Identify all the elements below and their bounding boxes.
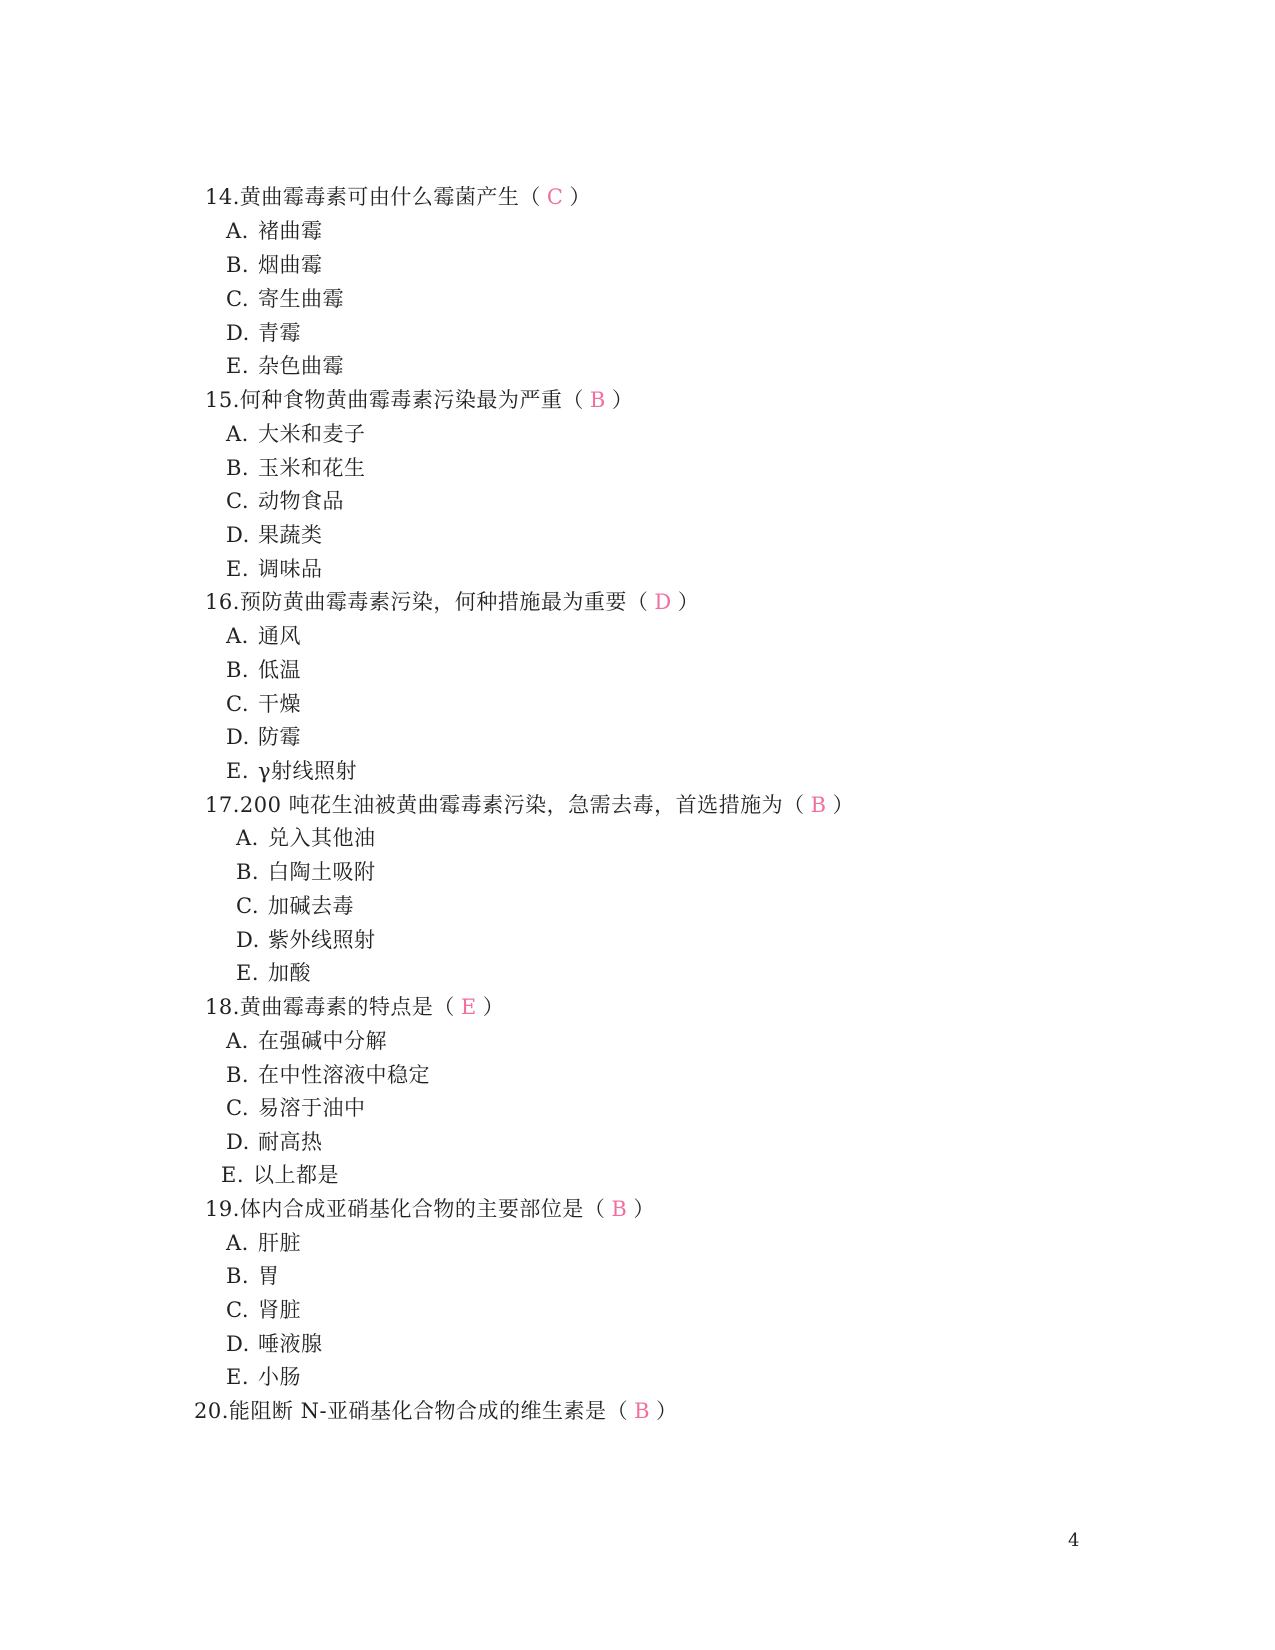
- option-text: 青霉: [258, 321, 301, 345]
- option-16-d: [226, 723, 301, 751]
- paren-open: （: [606, 1399, 629, 1423]
- option-label: D.: [226, 1332, 250, 1356]
- paren-close: ）: [677, 590, 700, 614]
- option-text: 调味品: [258, 557, 323, 581]
- option-16-b: [226, 656, 301, 684]
- paren-open: （: [583, 1197, 606, 1221]
- option-text: 在中性溶液中稳定: [258, 1063, 430, 1087]
- question-number: 19.: [205, 1197, 240, 1221]
- paren-open: （: [433, 995, 455, 1019]
- option-14-c: [226, 285, 344, 313]
- option-text: 杂色曲霉: [258, 354, 344, 378]
- option-15-e: [226, 555, 323, 583]
- paren-close: ）: [633, 1197, 655, 1221]
- option-text: 干燥: [258, 692, 301, 716]
- question-17: [205, 791, 854, 819]
- option-label: E.: [236, 961, 260, 985]
- option-label: A.: [236, 826, 259, 850]
- option-label: B.: [236, 860, 260, 884]
- option-label: B.: [226, 456, 250, 480]
- option-label: E.: [226, 354, 250, 378]
- answer-letter: E: [460, 995, 477, 1019]
- option-text: 唾液腺: [258, 1332, 323, 1356]
- option-text: 白陶土吸附: [268, 860, 376, 884]
- question-number: 18.: [205, 995, 240, 1019]
- answer-letter: B: [611, 1197, 628, 1221]
- option-text: 大米和麦子: [258, 422, 366, 446]
- option-label: C.: [236, 894, 259, 918]
- option-18-b: [226, 1061, 430, 1089]
- question-19: [205, 1195, 655, 1223]
- option-text: 肝脏: [258, 1231, 301, 1255]
- option-label: C.: [226, 1096, 249, 1120]
- option-19-a: [226, 1229, 301, 1257]
- option-17-d: [236, 926, 376, 954]
- option-15-c: [226, 487, 344, 515]
- option-label: A.: [226, 422, 249, 446]
- question-20: [194, 1397, 678, 1425]
- option-19-d: [226, 1330, 323, 1358]
- question-text: 黄曲霉毒素的特点是: [239, 995, 434, 1019]
- option-label: E.: [221, 1163, 245, 1187]
- option-label: C.: [226, 287, 249, 311]
- question-text: 何种食物黄曲霉毒素污染最为严重: [239, 388, 563, 412]
- option-text: 加碱去毒: [268, 894, 354, 918]
- option-label: A.: [226, 1231, 249, 1255]
- option-label: E.: [226, 557, 250, 581]
- option-text: 紫外线照射: [268, 928, 376, 952]
- question-text: 能阻断 N-亚硝基化合物合成的维生素是: [228, 1399, 607, 1423]
- paren-close: ）: [569, 185, 591, 209]
- question-number: 20.: [194, 1399, 229, 1423]
- option-19-c: [226, 1296, 301, 1324]
- option-label: E.: [226, 1365, 250, 1389]
- option-text: 胃: [258, 1264, 280, 1288]
- option-text: 加酸: [268, 961, 311, 985]
- question-text: 200 吨花生油被黄曲霉毒素污染，急需去毒，首选措施为: [239, 793, 784, 817]
- option-17-e: [236, 959, 311, 987]
- option-label: D.: [226, 321, 250, 345]
- option-label: C.: [226, 489, 249, 513]
- option-19-b: [226, 1262, 280, 1290]
- option-label: B.: [226, 658, 250, 682]
- option-text: 防霉: [258, 725, 301, 749]
- answer-letter: B: [589, 388, 606, 412]
- answer-letter: D: [654, 590, 672, 614]
- option-text: 肾脏: [258, 1298, 301, 1322]
- option-17-a: [236, 824, 376, 852]
- option-text: 果蔬类: [258, 523, 323, 547]
- option-text: γ射线照射: [258, 759, 358, 783]
- option-text: 小肠: [258, 1365, 301, 1389]
- question-number: 15.: [205, 388, 240, 412]
- paren-open: （: [783, 793, 805, 817]
- option-14-e: [226, 352, 344, 380]
- option-label: B.: [226, 1264, 250, 1288]
- option-label: D.: [226, 523, 250, 547]
- question-text: 黄曲霉毒素可由什么霉菌产生: [239, 185, 520, 209]
- paren-open: （: [626, 590, 649, 614]
- option-17-c: [236, 892, 354, 920]
- option-text: 寄生曲霉: [258, 287, 344, 311]
- option-18-e: [221, 1161, 339, 1189]
- question-14: [205, 183, 591, 211]
- paren-open: （: [519, 185, 541, 209]
- question-text: 体内合成亚硝基化合物的主要部位是: [239, 1197, 584, 1221]
- option-14-a: [226, 217, 323, 245]
- question-number: 17.: [205, 793, 240, 817]
- option-text: 通风: [258, 624, 301, 648]
- option-label: C.: [226, 1298, 249, 1322]
- paren-close: ）: [611, 388, 634, 412]
- answer-letter: B: [810, 793, 827, 817]
- question-16: [205, 588, 699, 616]
- question-18: [205, 993, 504, 1021]
- option-text: 兑入其他油: [268, 826, 376, 850]
- option-label: C.: [226, 692, 249, 716]
- option-16-c: [226, 690, 301, 718]
- option-label: D.: [226, 1130, 250, 1154]
- answer-letter: C: [546, 185, 564, 209]
- page-number: 4: [1068, 1530, 1080, 1551]
- option-text: 玉米和花生: [258, 456, 366, 480]
- option-17-b: [236, 858, 376, 886]
- option-text: 动物食品: [258, 489, 344, 513]
- option-label: D.: [236, 928, 260, 952]
- option-18-a: [226, 1027, 387, 1055]
- paren-close: ）: [482, 995, 505, 1019]
- paren-open: （: [562, 388, 584, 412]
- option-text: 褚曲霉: [258, 219, 323, 243]
- option-16-a: [226, 622, 301, 650]
- option-15-b: [226, 454, 366, 482]
- option-label: A.: [226, 1029, 249, 1053]
- question-text: 预防黄曲霉毒素污染，何种措施最为重要: [239, 590, 627, 614]
- option-18-c: [226, 1094, 366, 1122]
- question-number: 14.: [205, 185, 240, 209]
- option-14-b: [226, 251, 323, 279]
- question-number: 16.: [205, 590, 240, 614]
- option-16-e: [226, 757, 357, 785]
- option-19-e: [226, 1363, 301, 1391]
- answer-letter: B: [634, 1399, 650, 1423]
- option-text: 在强碱中分解: [258, 1029, 387, 1053]
- option-label: E.: [226, 759, 250, 783]
- question-15: [205, 386, 633, 414]
- option-text: 烟曲霉: [258, 253, 323, 277]
- option-label: D.: [226, 725, 250, 749]
- option-text: 易溶于油中: [258, 1096, 366, 1120]
- option-15-d: [226, 521, 323, 549]
- paren-close: ）: [832, 793, 855, 817]
- option-18-d: [226, 1128, 323, 1156]
- option-label: B.: [226, 253, 250, 277]
- option-label: B.: [226, 1063, 250, 1087]
- option-15-a: [226, 420, 366, 448]
- paren-close: ）: [656, 1399, 678, 1423]
- option-text: 以上都是: [253, 1163, 339, 1187]
- option-text: 低温: [258, 658, 301, 682]
- option-label: A.: [226, 219, 249, 243]
- option-text: 耐高热: [258, 1130, 323, 1154]
- option-14-d: [226, 319, 301, 347]
- option-label: A.: [226, 624, 249, 648]
